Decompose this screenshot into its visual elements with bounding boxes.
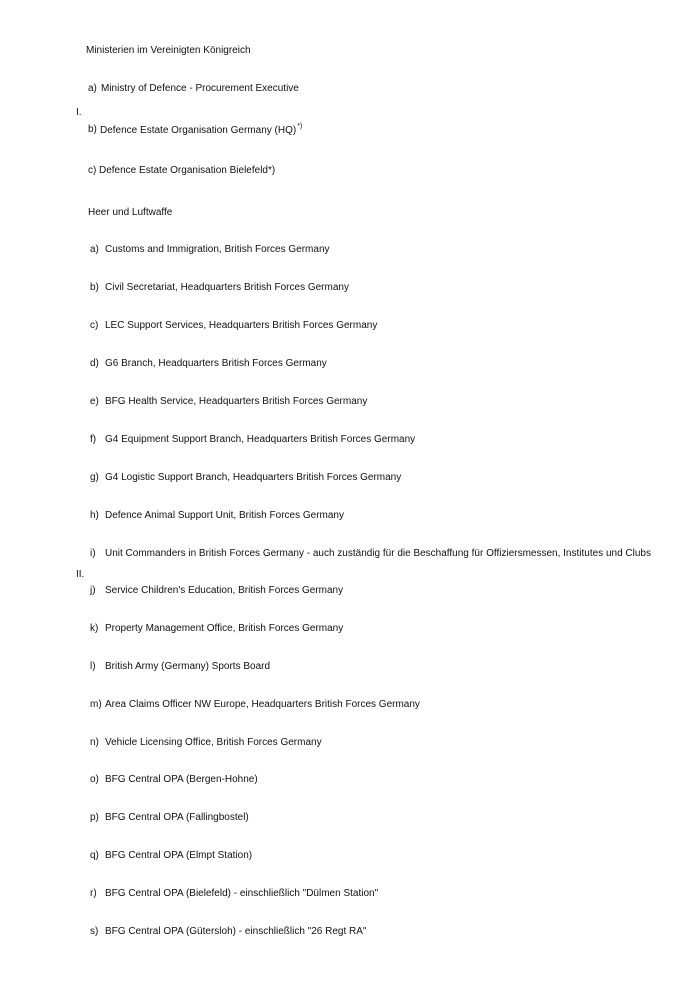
- item-letter: r): [90, 888, 97, 899]
- item-letter: c): [90, 320, 99, 331]
- item-letter: o): [90, 774, 99, 785]
- footnote-marker: *): [297, 123, 303, 130]
- item-letter: a): [88, 83, 97, 94]
- section-ii-heading: Heer und Luftwaffe: [88, 207, 173, 218]
- item-letter: p): [90, 812, 99, 823]
- item-text: Service Children's Education, British Forces Germany: [105, 585, 344, 596]
- item-letter: c): [88, 165, 97, 176]
- item-text: BFG Health Service, Headquarters British Forces Germany: [105, 396, 368, 407]
- item-letter: n): [90, 737, 99, 748]
- item-text: Defence Estate Organisation Germany (HQ): [100, 125, 297, 136]
- item-text: Civil Secretariat, Headquarters British Forces Germany: [105, 282, 349, 293]
- item-text: Defence Animal Support Unit, British Forces Germany: [105, 510, 344, 521]
- item-text: Vehicle Licensing Office, British Forces Germany: [105, 737, 322, 748]
- item-text: BFG Central OPA (Gütersloh) - einschließlich "26 Regt RA": [105, 926, 367, 937]
- item-letter: g): [90, 472, 99, 483]
- item-letter: i): [90, 548, 96, 559]
- item-letter: a): [90, 244, 99, 255]
- item-letter: j): [90, 585, 96, 596]
- item-letter: d): [90, 358, 99, 369]
- item-text: G4 Equipment Support Branch, Headquarters British Forces Germany: [105, 434, 416, 445]
- section-i-numeral: I.: [76, 107, 82, 118]
- item-text: G6 Branch, Headquarters British Forces Germany: [105, 358, 327, 369]
- item-text: Defence Estate Organisation Bielefeld*): [99, 165, 276, 176]
- item-letter: s): [90, 926, 99, 937]
- item-text: BFG Central OPA (Elmpt Station): [105, 850, 253, 861]
- item-text: Ministry of Defence - Procurement Executive: [101, 83, 299, 94]
- item-letter: b): [88, 124, 97, 135]
- item-letter: h): [90, 510, 99, 521]
- item-text: BFG Central OPA (Bergen-Hohne): [105, 774, 258, 785]
- item-text-with-footnote: [100, 125, 302, 138]
- item-text: G4 Logistic Support Branch, Headquarters British Forces Germany: [105, 472, 402, 483]
- item-letter: k): [90, 623, 99, 634]
- section-ii-numeral: II.: [76, 569, 85, 580]
- item-text: Property Management Office, British Forces Germany: [105, 623, 344, 634]
- item-text: Unit Commanders in British Forces Germany - auch zuständig für die Beschaffung für Offiziersmessen, Institutes und Clubs: [105, 548, 651, 559]
- item-text: LEC Support Services, Headquarters British Forces Germany: [105, 320, 378, 331]
- item-letter: l): [90, 661, 96, 672]
- item-text: BFG Central OPA (Fallingbostel): [105, 812, 249, 823]
- item-text: British Army (Germany) Sports Board: [105, 661, 271, 672]
- item-letter: q): [90, 850, 99, 861]
- item-letter: e): [90, 396, 99, 407]
- item-letter: b): [90, 282, 99, 293]
- item-text: Area Claims Officer NW Europe, Headquarters British Forces Germany: [105, 699, 420, 710]
- item-letter: f): [90, 434, 97, 445]
- section-i-heading: Ministerien im Vereinigten Königreich: [86, 45, 251, 56]
- item-text: BFG Central OPA (Bielefeld) - einschließlich "Dülmen Station": [105, 888, 379, 899]
- item-text: Customs and Immigration, British Forces Germany: [105, 244, 330, 255]
- item-letter: m): [90, 699, 102, 710]
